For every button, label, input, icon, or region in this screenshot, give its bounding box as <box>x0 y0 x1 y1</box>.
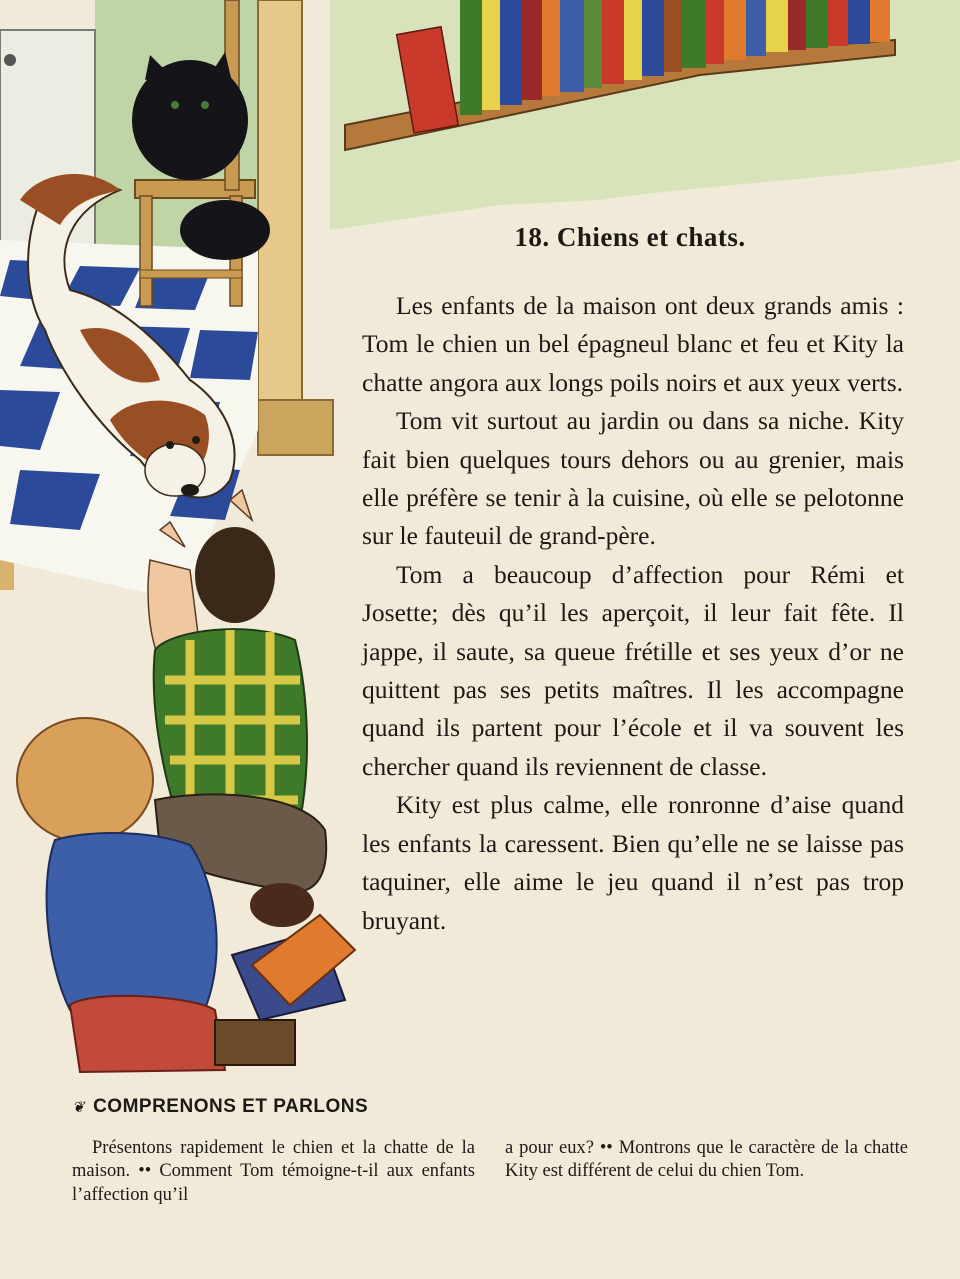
exercise-column-2: a pour eux? •• Montrons que le caractère de la chatte Kity est différent de celui du chien Tom. <box>505 1138 908 1182</box>
books-illustration <box>232 915 355 1020</box>
exercise-columns <box>72 1137 908 1207</box>
paragraph: Tom a beaucoup d’affection pour Rémi et Josette; dès qu’il les aperçoit, il leur fait fête. Il jappe, il saute, sa queue frétille et ses yeux d’or ne quittent pas ses petits maîtres. Il les accompagne quand ils partent pour l’école et il va souvent les chercher quand ils reviennent de classe. <box>362 559 904 781</box>
exercise-heading-label: COMPRENONS ET PARLONS <box>93 1096 369 1117</box>
paragraph: Les enfants de la maison ont deux grands amis : Tom le chien un bel épagneul blanc et feu et Kity la chatte angora aux longs poils noirs et aux yeux verts. <box>362 291 904 397</box>
leaf-icon: ❦ <box>72 1099 86 1116</box>
paragraph: Kity est plus calme, elle ronronne d’aise quand les enfants la caressent. Bien qu’elle ne se laisse pas taquiner, elle aime le jeu quand il n’est pas trop bruyant. <box>362 790 904 935</box>
paragraph: Tom vit surtout au jardin ou dans sa niche. Kity fait bien quelques tours dehors ou au grenier, mais elle préfère se tenir à la cuisine, où elle se pelotonne sur le fauteuil de grand-père. <box>362 406 904 551</box>
exercise-column-1: Présentons rapidement le chien et la chatte de la maison. •• Comment Tom témoigne-t-il aux enfants l’affection qu’il <box>72 1138 475 1205</box>
reading-passage <box>362 287 904 940</box>
exercise-heading <box>72 1096 492 1118</box>
cabinet-knob <box>4 54 16 66</box>
chapter-title: 18. Chiens et chats. <box>514 222 746 252</box>
door-frame-base <box>258 400 333 455</box>
